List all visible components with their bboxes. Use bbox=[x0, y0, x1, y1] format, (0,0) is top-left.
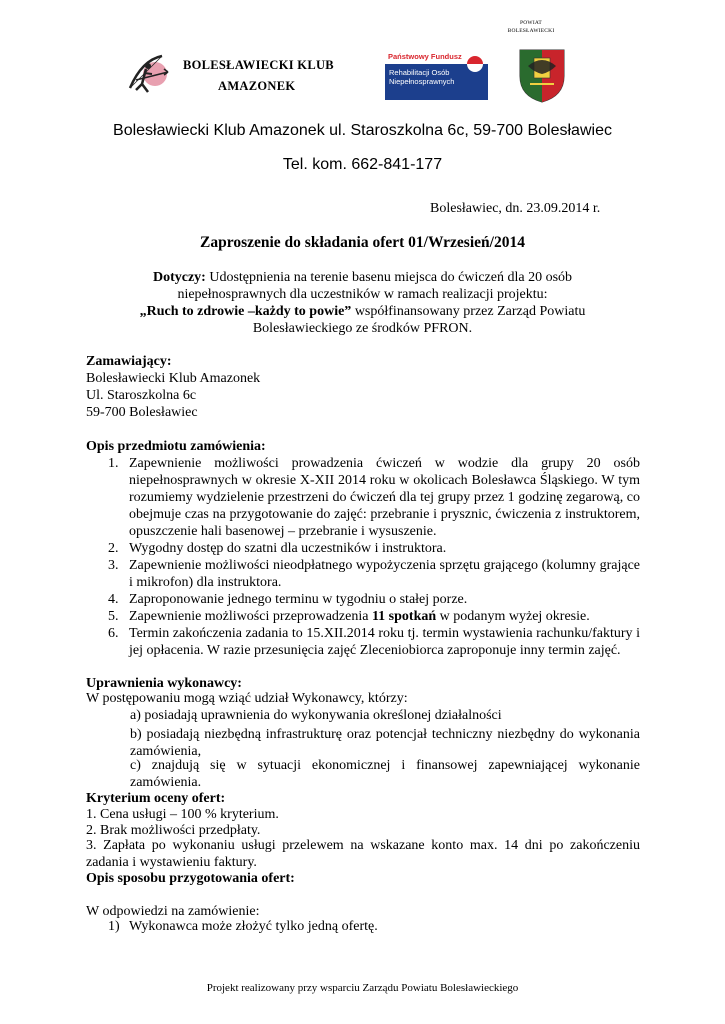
pfron-logo-line2: Rehabilitacji Osób bbox=[389, 68, 450, 77]
list-item bbox=[108, 540, 640, 557]
powiat-label-line1: POWIAT bbox=[520, 20, 542, 26]
list-item-number: 1. bbox=[108, 456, 119, 471]
pfron-logo-text bbox=[389, 68, 454, 86]
uprawnienia-item: a) posiadają uprawnienia do wykonywania określonej działalności bbox=[130, 708, 502, 723]
powiat-crest bbox=[516, 46, 568, 104]
list-item bbox=[108, 591, 640, 608]
list-item-number: 3. bbox=[108, 558, 119, 573]
list-item-number: 4. bbox=[108, 592, 119, 607]
kryterium-item: 1. Cena usługi – 100 % kryterium. bbox=[86, 807, 279, 822]
zamawiajacy-heading: Zamawiający: bbox=[86, 354, 172, 369]
list-item-number: 6. bbox=[108, 626, 119, 641]
list-item-text: Zaproponowanie jednego terminu w tygodniu o stałej porze. bbox=[129, 592, 468, 607]
kryterium-heading: Kryterium oceny ofert: bbox=[86, 791, 226, 806]
pfron-logo-line3: Niepełnosprawnych bbox=[389, 77, 455, 86]
odpowiedz-intro: W odpowiedzi na zamówienie: bbox=[86, 904, 260, 919]
zamawiajacy-line1: Bolesławiecki Klub Amazonek bbox=[86, 371, 261, 386]
uprawnienia-intro: W postępowaniu mogą wziąć udział Wykonawcy, którzy: bbox=[86, 691, 408, 706]
powiat-label-line2: BOLESŁAWIECKI bbox=[507, 28, 555, 34]
list-item bbox=[108, 455, 640, 541]
zamawiajacy-line2: Ul. Staroszkolna 6c bbox=[86, 388, 197, 403]
list-item-number: 5. bbox=[108, 609, 119, 624]
document-title: Zaproszenie do składania ofert 01/Wrzesień/2014 bbox=[200, 234, 525, 251]
kryterium-item: 3. Zapłata po wykonaniu usługi przelewem na wskazane konto max. 14 dni po zakończeniu zadania i wystawieniu faktury. bbox=[86, 838, 640, 870]
list-item bbox=[108, 625, 640, 676]
dotyczy-text3: współfinansowany przez Zarząd Powiatu bbox=[351, 304, 586, 319]
address-line: Bolesławiecki Klub Amazonek ul. Staroszkolna 6c, 59-700 Bolesławiec bbox=[113, 122, 612, 139]
pfron-logo bbox=[385, 48, 488, 100]
archer-icon bbox=[122, 50, 182, 110]
document-date: Bolesławiec, dn. 23.09.2014 r. bbox=[430, 201, 601, 216]
klub-logo-text-line1: BOLESŁAWIECKI KLUB bbox=[183, 58, 334, 72]
list-item bbox=[108, 608, 640, 625]
zamawiajacy-line3: 59-700 Bolesławiec bbox=[86, 405, 198, 420]
spotkan-count: 11 spotkań bbox=[371, 609, 437, 624]
list-item-text: Zapewnienie możliwości nieodpłatnego wypożyczenia sprzętu grającego (kolumny grające i mikrofon) dla instruktora. bbox=[129, 558, 640, 590]
przygotowanie-heading: Opis sposobu przygotowania ofert: bbox=[86, 871, 295, 886]
pfron-emblem-icon bbox=[465, 54, 485, 74]
list-item bbox=[108, 557, 640, 591]
footer-text: Projekt realizowany przy wsparciu Zarządu Powiatu Bolesławieckiego bbox=[206, 982, 519, 994]
odpowiedz-item-text: Wykonawca może złożyć tylko jedną ofertę. bbox=[129, 919, 378, 934]
list-item-text: Wygodny dostęp do szatni dla uczestników i instruktora. bbox=[129, 541, 447, 556]
project-name: „Ruch to zdrowie –każdy to powie” bbox=[139, 304, 352, 319]
dotyczy-text1: Udostępnienia na terenie basenu miejsca do ćwiczeń dla 20 osób bbox=[205, 270, 573, 285]
list-item-number: 2. bbox=[108, 541, 119, 556]
klub-logo-text-line2: AMAZONEK bbox=[218, 79, 296, 93]
dotyczy-label: Dotyczy: bbox=[152, 270, 206, 285]
uprawnienia-item: c) znajdują się w sytuacji ekonomicznej i finansowej zapewniającej wykonanie zamówienia. bbox=[130, 758, 640, 790]
list-item-text-after: w podanym wyżej okresie. bbox=[436, 609, 590, 624]
dotyczy-text4: Bolesławieckiego ze środków PFRON. bbox=[252, 321, 473, 336]
list-item-text: Termin zakończenia zadania to 15.XII.2014 roku tj. termin wystawienia rachunku/faktury i jej opłacenia. W razie przesunięcia zajęć Zleceniobiorca zaproponuje inny termin zajęć. bbox=[129, 626, 640, 658]
phone-line: Tel. kom. 662-841-177 bbox=[282, 156, 443, 173]
dotyczy-section bbox=[110, 269, 615, 337]
uprawnienia-heading: Uprawnienia wykonawcy: bbox=[86, 676, 242, 691]
list-item-text-before: Zapewnienie możliwości przeprowadzenia bbox=[129, 609, 372, 624]
list-item-text bbox=[129, 608, 640, 625]
list-item-text: Zapewnienie możliwości prowadzenia ćwiczeń w wodzie dla grupy 20 osób niepełnosprawnych w okresie X-XII 2014 roku w okolicach Bolesławca Śląskiego. W tym rozumiemy wydzielenie przestrzeni do ćwiczeń dla tej grupy przez 1 godzinę zegarową, co obejmuje czas na przygotowanie do zajęć: przebranie i prysznic, ćwiczenia z instruktorem, opuszczenie hali basenowej – przebranie i wysuszenie. bbox=[129, 456, 640, 539]
uprawnienia-item: b) posiadają niezbędną infrastrukturę oraz potencjał techniczny niezbędny do wykonania zamówienia, bbox=[130, 727, 640, 759]
coat-of-arms-icon bbox=[516, 46, 568, 104]
odpowiedz-item-number: 1) bbox=[108, 919, 120, 934]
pfron-logo-line1: Państwowy Fundusz bbox=[388, 52, 462, 61]
dotyczy-text2: niepełnosprawnych dla uczestników w ramach realizacji projektu: bbox=[177, 287, 548, 302]
opis-heading: Opis przedmiotu zamówienia: bbox=[86, 439, 266, 454]
powiat-label bbox=[496, 19, 566, 35]
kryterium-item: 2. Brak możliwości przedpłaty. bbox=[86, 823, 261, 838]
